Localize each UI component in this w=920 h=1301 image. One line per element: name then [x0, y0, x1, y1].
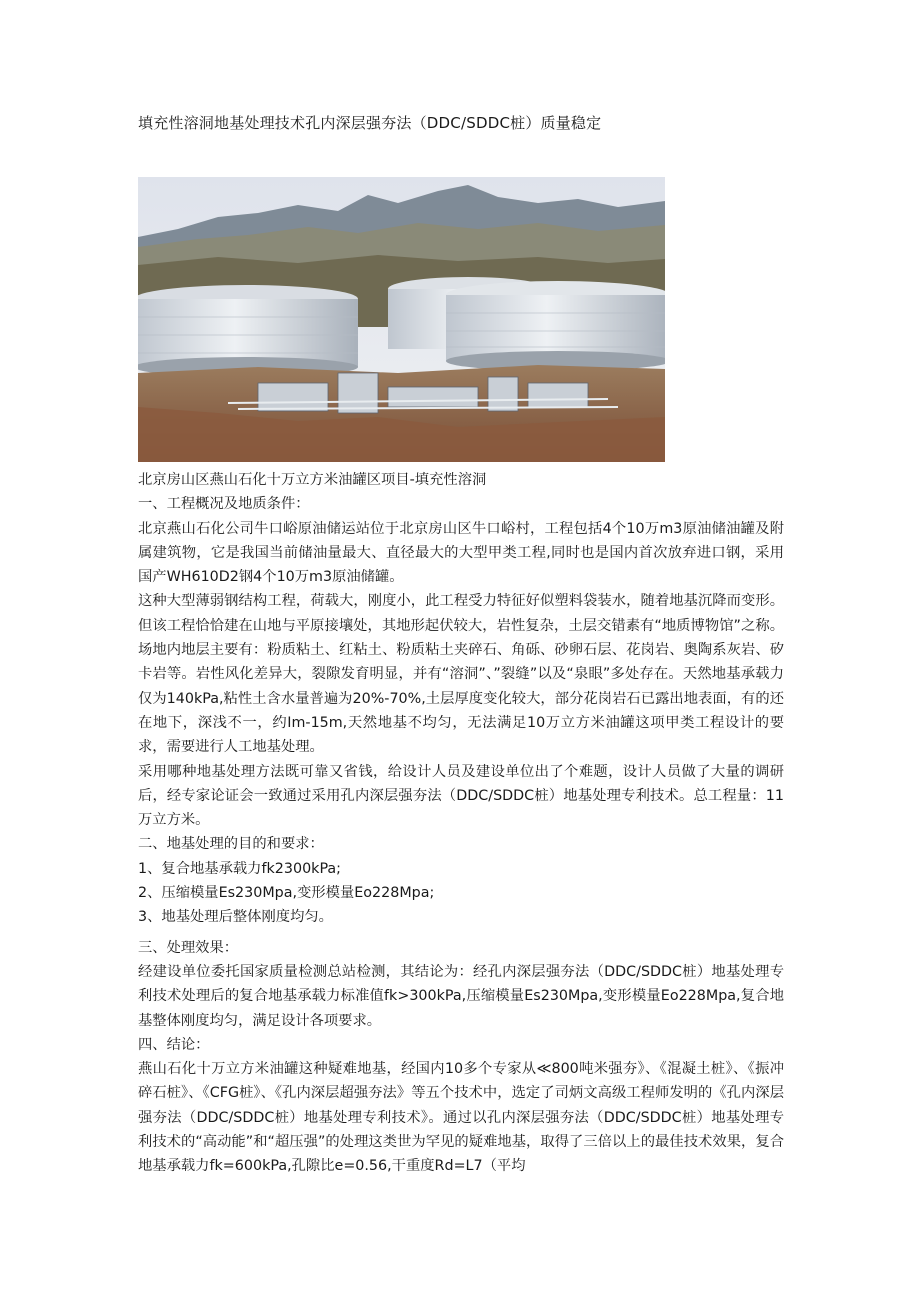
section-heading-3: 三、处理效果：	[138, 939, 239, 956]
photo-caption: 北京房山区燕山石化十万立方米油罐区项目-填充性溶洞	[138, 472, 487, 488]
oil-tank-photo	[138, 177, 665, 462]
paragraph: 经建设单位委托国家质量检测总站检测，其结论为：经孔内深层强夯法（DDC∕SDDC桩）地基处理专利技术处理后的复合地基承载力标准值fk>300kPa,压缩模量Es230Mpa,变形模量Eo228Mpa,复合地基整体刚度均匀，满足设计各项要求。	[138, 963, 784, 1029]
requirement-item: 2、压缩模量Es230Mpa,变形模量Eo228Mpa;	[138, 885, 435, 902]
paragraph: 燕山石化十万立方米油罐这种疑难地基，经国内10多个专家从≪800吨米强夯》、《混凝土桩》、《振冲碎石桩》、《CFG桩》、《孔内深层超强夯法》等五个技术中，选定了司炳文高级工程师发明的《孔内深层强夯法（DDC/SDDC桩）地基处理专利技术》。通过以孔内深层强夯法（DDC∕SDDC桩）地基处理专利技术的“高动能”和“超压强”的处理这类世为罕见的疑难地基，取得了三倍以上的最佳技术效果，复合地基承载力fk=600kPa,孔隙比e=0.56,干重度Rd=L7（平均	[138, 1061, 784, 1175]
document-title: 填充性溶洞地基处理技术孔内深层强夯法（DDC/SDDC桩）质量稳定	[138, 114, 602, 132]
paragraph: 这种大型薄弱钢结构工程，荷载大，刚度小，此工程受力特征好似塑料袋装水，随着地基沉降而变形。但该工程恰恰建在山地与平原接壤处，其地形起伏较大，岩性复杂，土层交错素有“地质博物馆”之称。场地内地层主要有：粉质粘土、红粘土、粉质粘土夹碎石、角砾、砂卵石层、花岗岩、奥陶系灰岩、矽卡岩等。岩性风化差异大，裂隙发育明显，并有“溶洞”、”裂缝”以及“泉眼”多处存在。天然地基承载力仅为140kPa,粘性土含水量普遍为20%-70%,土层厚度变化较大，部分花岗岩石已露出地表面，有的还在地下，深浅不一，约Im-15m,天然地基不均匀，无法满足10万立方米油罐这项甲类工程设计的要求，需要进行人工地基处理。	[138, 593, 784, 756]
document-body	[138, 468, 784, 1179]
paragraph: 采用哪种地基处理方法既可靠又省钱，给设计人员及建设单位出了个难题，设计人员做了大量的调研后，经专家论证会一致通过采用孔内深层强夯法（DDC∕SDDC桩）地基处理专利技术。总工程量：11万立方米。	[138, 763, 784, 829]
requirement-item: 3、地基处理后整体刚度均匀。	[138, 909, 333, 926]
section-heading-1: 一、工程概况及地质条件：	[138, 496, 310, 513]
section-heading-4: 四、结论：	[138, 1036, 210, 1053]
paragraph: 北京燕山石化公司牛口峪原油储运站位于北京房山区牛口峪村，工程包括4个10万m3原油储油罐及附属建筑物，它是我国当前储油量最大、直径最大的大型甲类工程,同时也是国内首次放弃进口钢，采用国产WH610D2钢4个10万m3原油储罐。	[138, 520, 784, 586]
requirement-item: 1、复合地基承载力fk2300kPa;	[138, 860, 342, 877]
section-heading-2: 二、地基处理的目的和要求：	[138, 836, 324, 853]
